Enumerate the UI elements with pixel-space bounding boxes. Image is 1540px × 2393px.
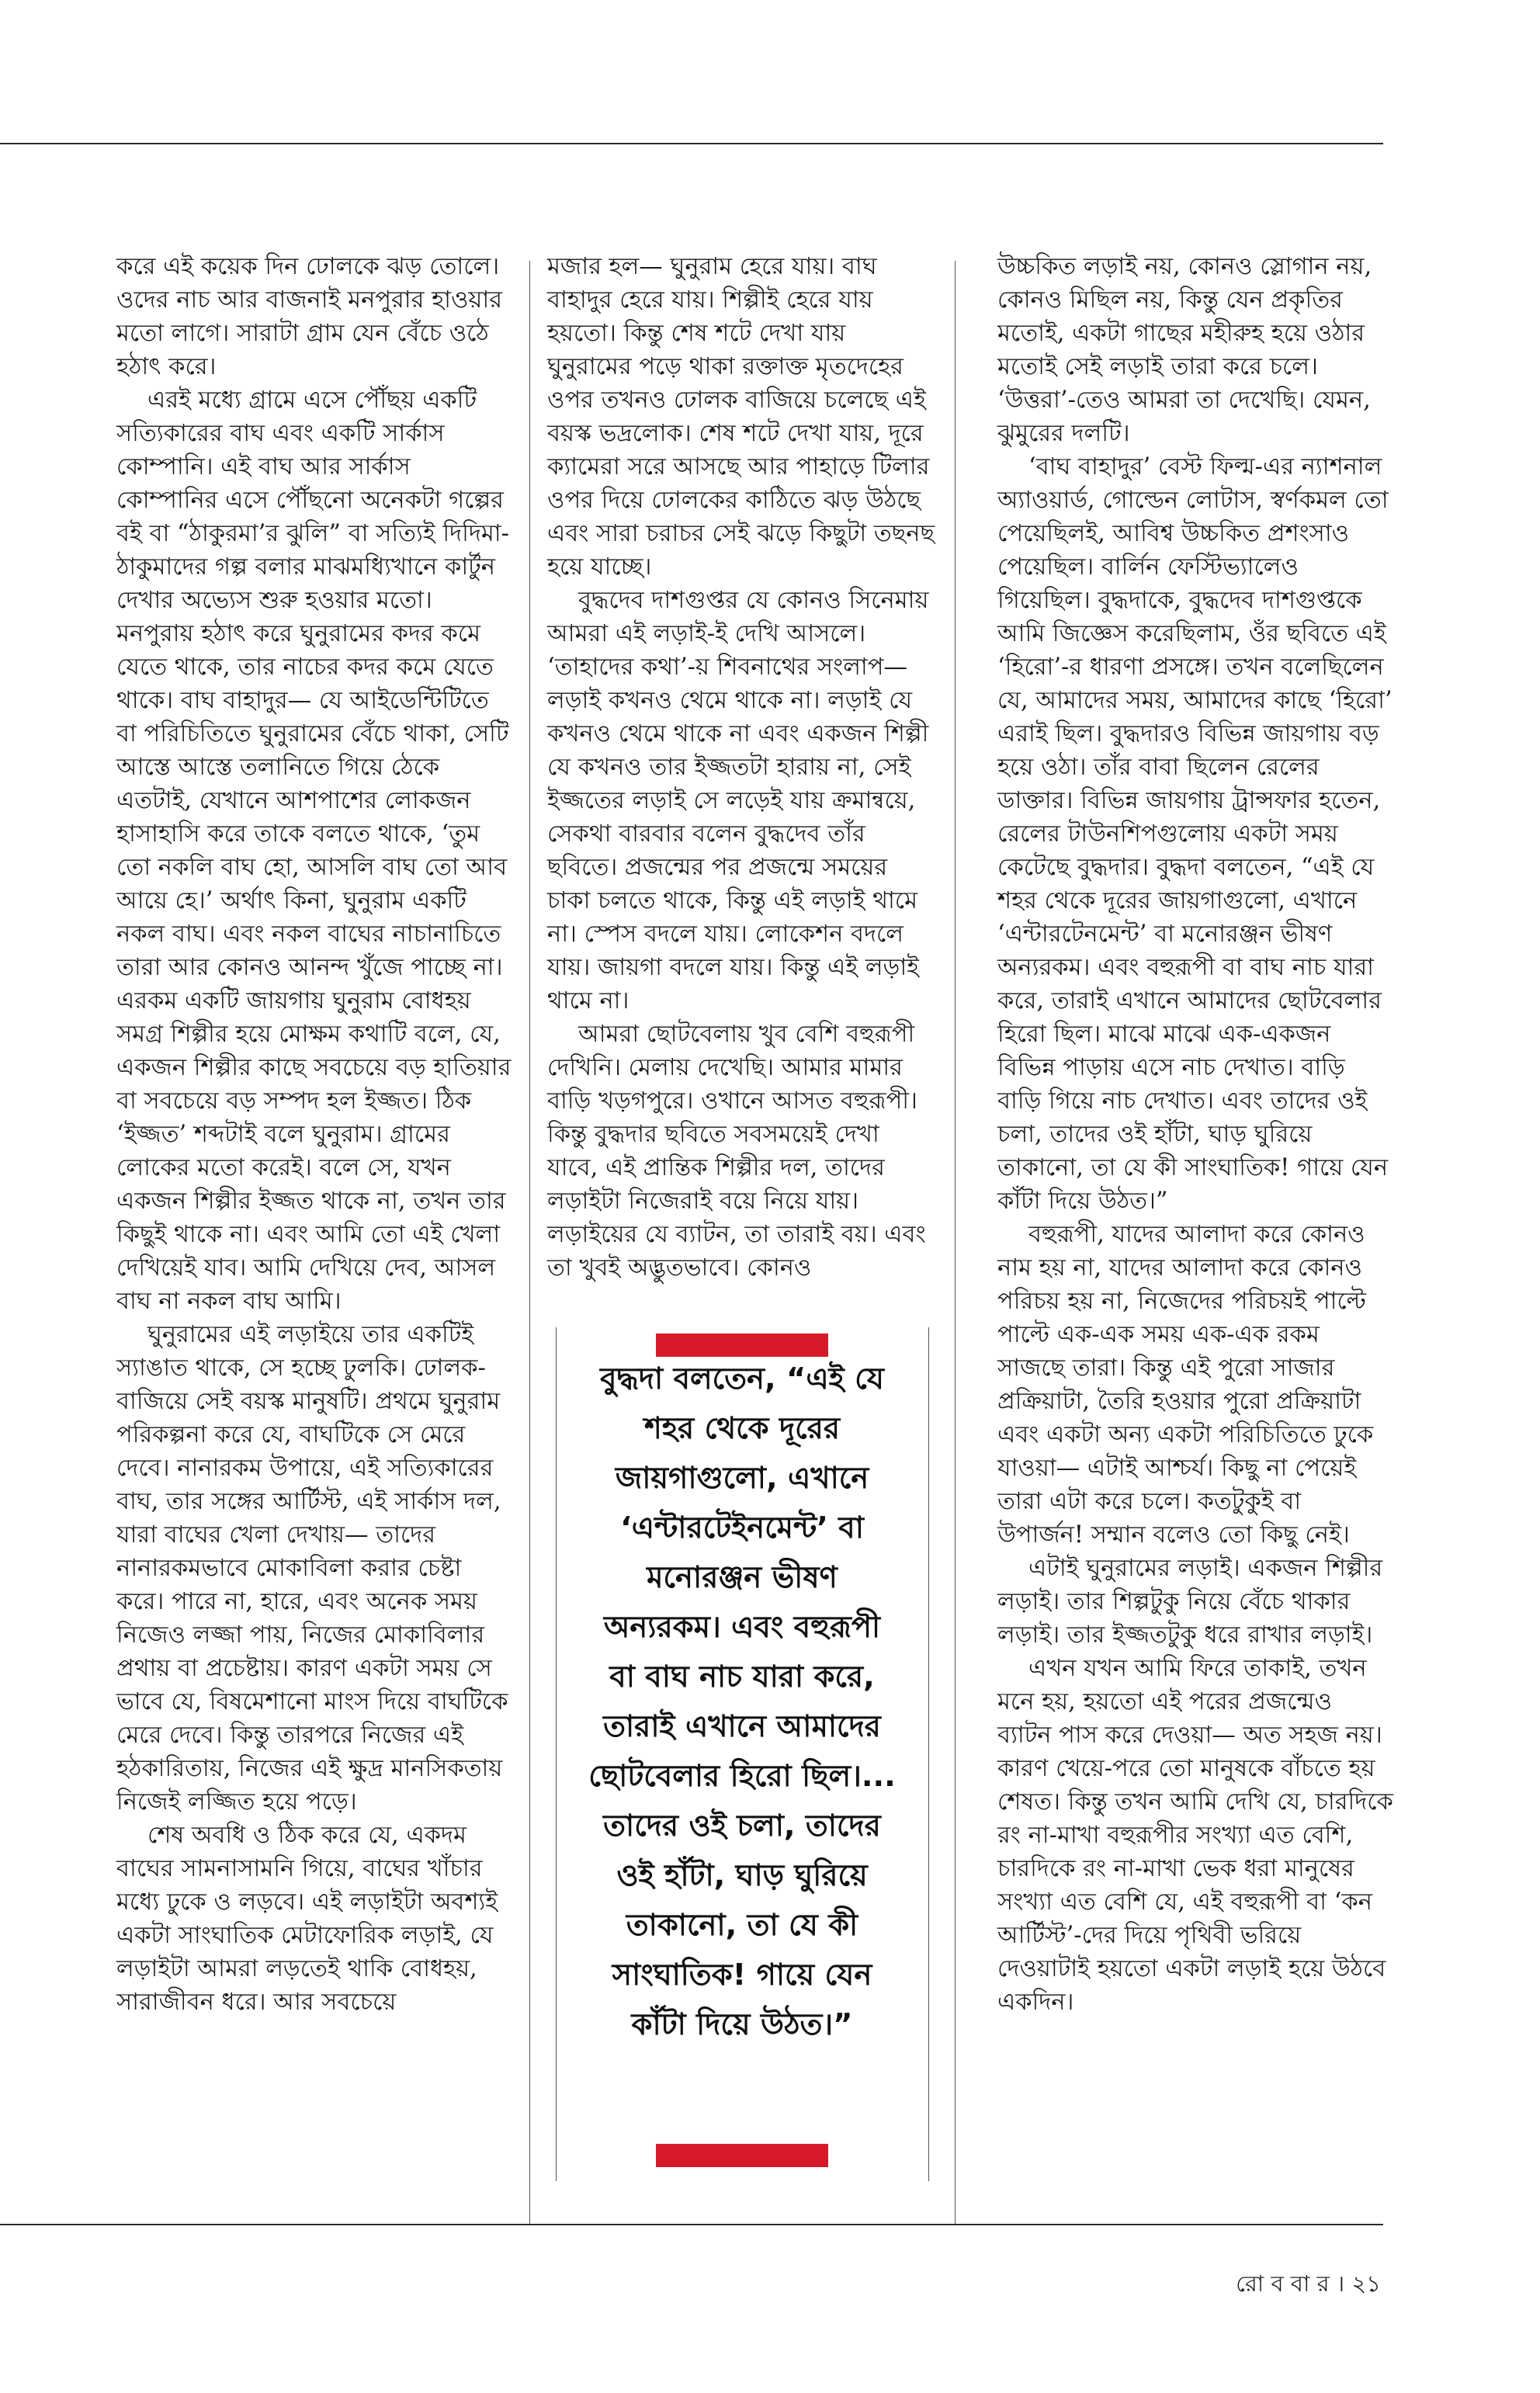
column-separator: [529, 261, 530, 2224]
top-rule: [0, 143, 1383, 144]
paragraph: ঘুনুরামের এই লড়াইয়ে তার একটিই স্যাঙাত থাকে, সে হচ্ছে ঢুলকি। ঢোলক-বাজিয়ে সেই বয়স্ক মানুষটি। প্রথমে ঘুনুরাম পরিকল্পনা করে যে, বাঘটিকে সে মেরে দেবে। নানারকম উপায়ে, এই সত্যিকারের বাঘ, তার সঙ্গের আর্টিস্ট, এই সার্কাস দল, যারা বাঘের খেলা দেখায়— তাদের নানারকমভাবে মোকাবিলা করার চেষ্টা করে। পারে না, হারে, এবং অনেক সময় নিজেও লজ্জা পায়, নিজের মোকাবিলার প্রথায় বা প্রচেষ্টায়। কারণ একটা সময় সে ভাবে যে, বিষমেশানো মাংস দিয়ে বাঘটিকে মেরে দেবে। কিন্তু তারপরে নিজের এই হঠকারিতায়, নিজের এই ক্ষুদ্র মানসিকতায় নিজেই লজ্জিত হয়ে পড়ে।: [116, 1321, 508, 1816]
article-column-2: [547, 250, 935, 1285]
pullquote-red-bar-bottom: [656, 2144, 828, 2167]
paragraph: এটাই ঘুনুরামের লড়াই। একজন শিল্পীর লড়াই। তার শিল্পটুকু নিয়ে বেঁচে থাকার লড়াই। তার ইজ্জতটুকু ধরে রাখার লড়াই।: [997, 1555, 1383, 1649]
bottom-rule: [0, 2224, 1383, 2225]
article-column-3: [997, 250, 1393, 2019]
paragraph: বুদ্ধদেব দাশগুপ্তর যে কোনও সিনেমায় আমরা এই লড়াই-ই দেখি আসলে। ‘তাহাদের কথা’-য় শিবনাথের সংলাপ— লড়াই কখনও থেমে থাকে না। লড়াই যে কখনও থেমে থাকে না এবং একজন শিল্পী যে কখনও তার ইজ্জতটা হারায় না, সেই ইজ্জতের লড়াই সে লড়েই যায় ক্রমান্বয়ে, সেকথা বারবার বলেন বুদ্ধদেব তাঁর ছবিতে। প্রজন্মের পর প্রজন্মে সময়ের চাকা চলতে থাকে, কিন্তু এই লড়াই থামে না। স্পেস বদলে যায়। লোকেশন বদলে যায়। জায়গা বদলে যায়। কিন্তু এই লড়াই থামে না।: [547, 587, 929, 1014]
pullquote-border-right: [928, 1327, 929, 2181]
paragraph: আমরা ছোটবেলায় খুব বেশি বহুরূপী দেখিনি। মেলায় দেখেছি। আমার মামার বাড়ি খড়গপুরে। ওখানে আসত বহুরূপী। কিন্তু বুদ্ধদার ছবিতে সবসময়েই দেখা যাবে, এই প্রান্তিক শিল্পীর দল, তাদের লড়াইটা নিজেরাই বয়ে নিয়ে যায়। লড়াইয়ের যে ব্যাটন, তা তারাই বয়। এবং তা খুবই অদ্ভুতভাবে। কোনও: [547, 1021, 926, 1281]
paragraph: শেষ অবধি ও ঠিক করে যে, একদম বাঘের সামনাসামনি গিয়ে, বাঘের খাঁচার মধ্যে ঢুকে ও লড়বে। এই লড়াইটা অবশ্যই একটা সাংঘাতিক মেটাফোরিক লড়াই, যে লড়াইটা আমরা লড়তেই থাকি বোধহয়, সারাজীবন ধরে। আর সবচেয়ে: [116, 1822, 498, 2016]
paragraph: উচ্চকিত লড়াই নয়, কোনও স্লোগান নয়, কোনও মিছিল নয়, কিন্তু যেন প্রকৃতির মতোই, একটা গাছের মহীরুহ হয়ে ওঠার মতোই সেই লড়াই তারা করে চলে। ‘উত্তরা’-তেও আমরা তা দেখেছি। যেমন, ঝুমুরের দলটি।: [997, 253, 1372, 447]
article-column-1: [116, 250, 512, 2019]
paragraph: মজার হল— ঘুনুরাম হেরে যায়। বাঘ বাহাদুর হেরে যায়। শিল্পীই হেরে যায় হয়তো। কিন্তু শেষ শটে দেখা যায় ঘুনুরামের পড়ে থাকা রক্তাক্ত মৃতদেহের ওপর তখনও ঢোলক বাজিয়ে চলেছে এই বয়স্ক ভদ্রলোক। শেষ শটে দেখা যায়, দূরে ক্যামেরা সরে আসছে আর পাহাড়ে টিলার ওপর দিয়ে ঢোলকের কাঠিতে ঝড় উঠছে এবং সারা চরাচর সেই ঝড়ে কিছুটা তছনছ হয়ে যাচ্ছে।: [547, 253, 935, 581]
pullquote-border-left: [556, 1327, 557, 2181]
paragraph: এখন যখন আমি ফিরে তাকাই, তখন মনে হয়, হয়তো এই পরের প্রজন্মেও ব্যাটন পাস করে দেওয়া— অত সহজ নয়। কারণ খেয়ে-পরে তো মানুষকে বাঁচতে হয় শেষত। কিন্তু তখন আমি দেখি যে, চারদিকে রং না-মাখা বহুরূপীর সংখ্যা এত বেশি, চারদিকে রং না-মাখা ভেক ধরা মানুষের সংখ্যা এত বেশি যে, এই বহুরূপী বা ‘কন আর্টিস্ট’-দের দিয়ে পৃথিবী ভরিয়ে দেওয়াটাই হয়তো একটা লড়াই হয়ে উঠবে একদিন।: [997, 1655, 1393, 2016]
column-separator: [955, 261, 956, 2224]
paragraph: করে এই কয়েক দিন ঢোলকে ঝড় তোলে। ওদের নাচ আর বাজনাই মনপুরার হাওয়ার মতো লাগে। সারাটা গ্রাম যেন বেঁচে ওঠে হঠাৎ করে।: [116, 253, 503, 380]
paragraph: ‘বাঘ বাহাদুর’ বেস্ট ফিল্ম-এর ন্যাশনাল অ্যাওয়ার্ড, গোল্ডেন লোটাস, স্বর্ণকমল তো পেয়েছিলই, আবিশ্ব উচ্চকিত প্রশংসাও পেয়েছিল। বার্লিন ফেস্টিভ্যালেও গিয়েছিল। বুদ্ধদাকে, বুদ্ধদেব দাশগুপ্তকে আমি জিজ্ঞেস করেছিলাম, ওঁর ছবিতে এই ‘হিরো’-র ধারণা প্রসঙ্গে। তখন বলেছিলেন যে, আমাদের সময়, আমাদের কাছে ‘হিরো’ এরাই ছিল। বুদ্ধদারও বিভিন্ন জায়গায় বড় হয়ে ওঠা। তাঁর বাবা ছিলেন রেলের ডাক্তার। বিভিন্ন জায়গায় ট্রান্সফার হতেন, রেলের টাউনশিপগুলোয় একটা সময় কেটেছে বুদ্ধদার। বুদ্ধদা বলতেন, “এই যে শহর থেকে দূরের জায়গাগুলো, এখানে ‘এন্টারটেনমেন্ট’ বা মনোরঞ্জন ভীষণ অন্যরকম। এবং বহুরূপী বা বাঘ নাচ যারা করে, তারাই এখানে আমাদের ছোটবেলার হিরো ছিল। মাঝে মাঝে এক-একজন বিভিন্ন পাড়ায় এসে নাচ দেখাত। বাড়ি বাড়ি গিয়ে নাচ দেখাত। এবং তাদের ওই চলা, তাদের ওই হাঁটা, ঘাড় ঘুরিয়ে তাকানো, তা যে কী সাংঘাতিক! গায়ে যেন কাঁটা দিয়ে উঠত।”: [997, 453, 1393, 1215]
paragraph: বহুরূপী, যাদের আলাদা করে কোনও নাম হয় না, যাদের আলাদা করে কোনও পরিচয় হয় না, নিজেদের পরিচয়ই পাল্টে পাল্টে এক-এক সময় এক-এক রকম সাজছে তারা। কিন্তু এই পুরো সাজার প্রক্রিয়াটা, তৈরি হওয়ার পুরো প্রক্রিয়াটা এবং একটা অন্য একটা পরিচিতিতে ঢুকে যাওয়া— এটাই আশ্চর্য। কিছু না পেয়েই তারা এটা করে চলে। কতটুকুই বা উপার্জন! সম্মান বলেও তো কিছু নেই।: [997, 1221, 1374, 1549]
page-folio: রো ব বা র । ২১: [1236, 2270, 1381, 2297]
pull-quote: বুদ্ধদা বলতেন, “এই যে শহর থেকে দূরের জায়গাগুলো, এখানে ‘এন্টারটেইনমেন্ট’ বা মনোরঞ্জন ভীষণ অন্যরকম। এবং বহুরূপী বা বাঘ নাচ যারা করে, তারাই এখানে আমাদের ছোটবেলার হিরো ছিল।... তাদের ওই চলা, তাদের ওই হাঁটা, ঘাড় ঘুরিয়ে তাকানো, তা যে কী সাংঘাতিক! গায়ে যেন কাঁটা দিয়ে উঠত।”: [588, 1361, 896, 2042]
pullquote-red-bar-top: [656, 1333, 828, 1357]
paragraph: এরই মধ্যে গ্রামে এসে পৌঁছয় একটি সত্যিকারের বাঘ এবং একটি সার্কাস কোম্পানি। এই বাঘ আর সার্কাস কোম্পানির এসে পৌঁছনো অনেকটা গল্পের বই বা “ঠাকুরমা’র ঝুলি” বা সত্যিই দিদিমা-ঠাকুমাদের গল্প বলার মাঝমধ্যিখানে কার্টুন দেখার অভ্যেস শুরু হওয়ার মতো। মনপুরায় হঠাৎ করে ঘুনুরামের কদর কমে যেতে থাকে, তার নাচের কদর কমে যেতে থাকে। বাঘ বাহাদুর— যে আইডেন্টিটিতে বা পরিচিতিতে ঘুনুরামের বেঁচে থাকা, সেটি আস্তে আস্তে তলানিতে গিয়ে ঠেকে এতটাই, যেখানে আশপাশের লোকজন হাসাহাসি করে তাকে বলতে থাকে, ‘তুম তো নকলি বাঘ হো, আসলি বাঘ তো আব আয়ে হে।’ অর্থাৎ কিনা, ঘুনুরাম একটি নকল বাঘ। এবং নকল বাঘের নাচানাচিতে তারা আর কোনও আনন্দ খুঁজে পাচ্ছে না। এরকম একটি জায়গায় ঘুনুরাম বোধহয় সমগ্র শিল্পীর হয়ে মোক্ষম কথাটি বলে, যে, একজন শিল্পীর কাছে সবচেয়ে বড় হাতিয়ার বা সবচেয়ে বড় সম্পদ হল ইজ্জত। ঠিক ‘ইজ্জত’ শব্দটাই বলে ঘুনুরাম। গ্রামের লোকের মতো করেই। বলে সে, যখন একজন শিল্পীর ইজ্জত থাকে না, তখন তার কিছুই থাকে না। এবং আমি তো এই খেলা দেখিয়েই যাব। আমি দেখিয়ে দেব, আসল বাঘ না নকল বাঘ আমি।: [116, 387, 512, 1315]
